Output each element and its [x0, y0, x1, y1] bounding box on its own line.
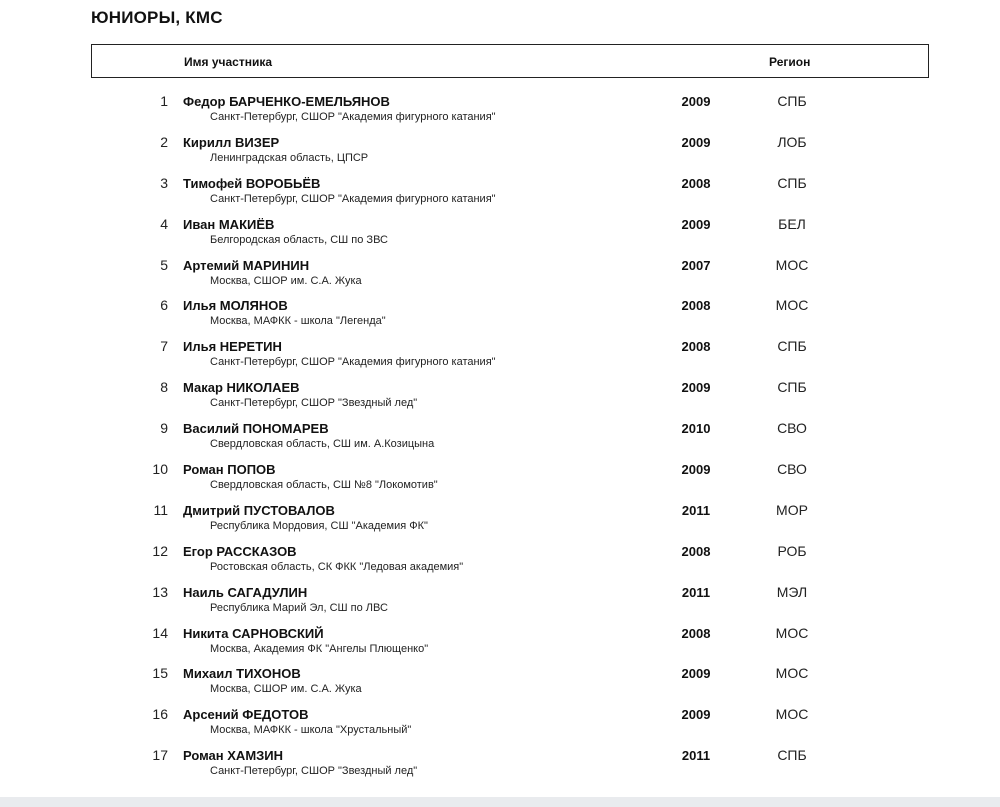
table-row — [0, 295, 1000, 336]
participant-number: 4 — [160, 215, 168, 232]
participant-club: Санкт-Петербург, СШОР "Академия фигурного катания" — [210, 111, 496, 123]
participant-club: Свердловская область, СШ им. А.Козицына — [210, 438, 435, 451]
table-row — [0, 582, 1000, 623]
participant-number: 11 — [153, 501, 168, 518]
participant-number: 3 — [160, 174, 168, 191]
participant-number: 5 — [160, 256, 168, 273]
participant-region: СПБ — [777, 174, 807, 191]
participant-club: Санкт-Петербург, СШОР "Звездный лед" — [210, 397, 418, 410]
participant-region: СПБ — [777, 747, 807, 764]
participant-region: СПБ — [777, 338, 807, 355]
participant-club: Москва, Академия ФК "Ангелы Плющенко" — [210, 642, 429, 655]
participant-name: Иван МАКИЁВ — [183, 216, 275, 232]
participant-number: 9 — [160, 420, 168, 437]
table-row — [0, 173, 1000, 214]
table-row — [0, 541, 1000, 582]
column-header-region: Регион — [769, 55, 811, 69]
participant-birth-year: 2008 — [681, 175, 711, 191]
participant-number: 16 — [152, 706, 168, 723]
participant-birth-year: 2011 — [681, 502, 711, 518]
participant-club: Санкт-Петербург, СШОР "Академия фигурного катания" — [210, 192, 496, 205]
participant-region: РОБ — [777, 542, 807, 559]
participant-birth-year: 2007 — [681, 257, 711, 273]
participant-birth-year: 2010 — [681, 421, 711, 437]
participant-number: 12 — [152, 542, 168, 559]
table-row — [0, 377, 1000, 418]
participant-club: Белгородская область, СШ по ЗВС — [210, 233, 388, 246]
participant-birth-year: 2011 — [681, 748, 711, 764]
participant-name: Роман ПОПОВ — [183, 462, 276, 478]
participant-birth-year: 2008 — [681, 543, 711, 559]
participant-name: Артемий МАРИНИН — [183, 257, 310, 273]
participant-number: 7 — [160, 338, 168, 355]
participant-name: Илья МОЛЯНОВ — [183, 298, 288, 314]
participant-birth-year: 2009 — [681, 94, 711, 109]
participant-number: 14 — [152, 624, 168, 641]
participant-birth-year: 2008 — [681, 298, 711, 314]
participant-number: 1 — [160, 93, 168, 109]
table-row — [0, 704, 1000, 745]
participant-club: Ростовская область, СК ФКК "Ледовая академия" — [210, 560, 464, 573]
participant-name: Илья НЕРЕТИН — [183, 339, 282, 355]
participant-number: 17 — [152, 747, 168, 764]
participant-number: 10 — [152, 461, 168, 478]
participant-region: СПБ — [777, 379, 807, 396]
participant-region: СПБ — [777, 93, 807, 109]
participant-number: 6 — [160, 297, 168, 314]
participant-club: Республика Марий Эл, СШ по ЛВС — [210, 601, 388, 614]
participant-name: Наиль САГАДУЛИН — [183, 584, 308, 600]
participant-birth-year: 2008 — [681, 625, 711, 641]
participant-name: Кирилл ВИЗЕР — [183, 134, 280, 150]
table-row — [0, 214, 1000, 255]
participant-club: Москва, СШОР им. С.А. Жука — [210, 274, 362, 287]
participant-club: Ленинградская область, ЦПСР — [210, 151, 369, 164]
table-row — [0, 745, 1000, 786]
participant-list — [0, 91, 1000, 786]
participant-name: Никита САРНОВСКИЙ — [183, 625, 324, 641]
participant-name: Тимофей ВОРОБЬЁВ — [183, 175, 321, 191]
participant-region: СВО — [777, 420, 807, 437]
participant-region: МОС — [775, 665, 809, 682]
participant-name: Федор БАРЧЕНКО-ЕМЕЛЬЯНОВ — [183, 94, 390, 109]
participant-club: Москва, СШОР им. С.А. Жука — [210, 683, 362, 696]
page-title: ЮНИОРЫ, КМС — [91, 8, 223, 27]
participant-club: Москва, МАФКК - школа "Хрустальный" — [210, 724, 412, 737]
participant-birth-year: 2009 — [681, 380, 711, 396]
participant-birth-year: 2008 — [681, 339, 711, 355]
participant-number: 8 — [160, 379, 168, 396]
participant-name: Василий ПОНОМАРЕВ — [183, 421, 329, 437]
table-row — [0, 459, 1000, 500]
participant-birth-year: 2009 — [681, 462, 711, 478]
participant-region: МОС — [775, 706, 809, 723]
column-header-name: Имя участника — [184, 55, 273, 69]
participant-birth-year: 2011 — [681, 584, 711, 600]
participant-region: МОР — [776, 501, 808, 518]
participant-name: Дмитрий ПУСТОВАЛОВ — [183, 502, 335, 518]
participant-name: Арсений ФЕДОТОВ — [183, 707, 309, 723]
participant-number: 15 — [152, 665, 168, 682]
participant-birth-year: 2009 — [681, 216, 711, 232]
participant-region: МЭЛ — [776, 583, 808, 600]
participant-club: Москва, МАФКК - школа "Легенда" — [210, 315, 386, 328]
participant-birth-year: 2009 — [681, 666, 711, 682]
participant-region: МОС — [775, 297, 809, 314]
table-row — [0, 255, 1000, 296]
table-row — [0, 91, 1000, 132]
participant-club: Санкт-Петербург, СШОР "Звездный лед" — [210, 765, 418, 778]
participant-region: МОС — [775, 624, 809, 641]
participant-club: Свердловская область, СШ №8 "Локомотив" — [210, 479, 438, 492]
participant-region: БЕЛ — [778, 215, 806, 232]
table-header — [91, 44, 929, 78]
viewer-bottom-band — [0, 797, 1000, 807]
participant-birth-year: 2009 — [681, 707, 711, 723]
participant-name: Егор РАССКАЗОВ — [183, 543, 297, 559]
participant-name: Михаил ТИХОНОВ — [183, 666, 301, 682]
participant-number: 13 — [152, 583, 168, 600]
participant-birth-year: 2009 — [681, 134, 711, 150]
participant-region: МОС — [775, 256, 809, 273]
participant-club: Республика Мордовия, СШ "Академия ФК" — [210, 519, 428, 532]
participant-region: СВО — [777, 461, 807, 478]
participant-club: Санкт-Петербург, СШОР "Академия фигурного катания" — [210, 356, 496, 369]
table-row — [0, 663, 1000, 704]
table-row — [0, 132, 1000, 173]
participant-name: Роман ХАМЗИН — [183, 748, 284, 764]
table-row — [0, 418, 1000, 459]
participant-name: Макар НИКОЛАЕВ — [183, 380, 300, 396]
table-row — [0, 623, 1000, 664]
table-row — [0, 336, 1000, 377]
table-row — [0, 500, 1000, 541]
participant-region: ЛОБ — [777, 133, 807, 150]
participant-number: 2 — [160, 133, 168, 150]
